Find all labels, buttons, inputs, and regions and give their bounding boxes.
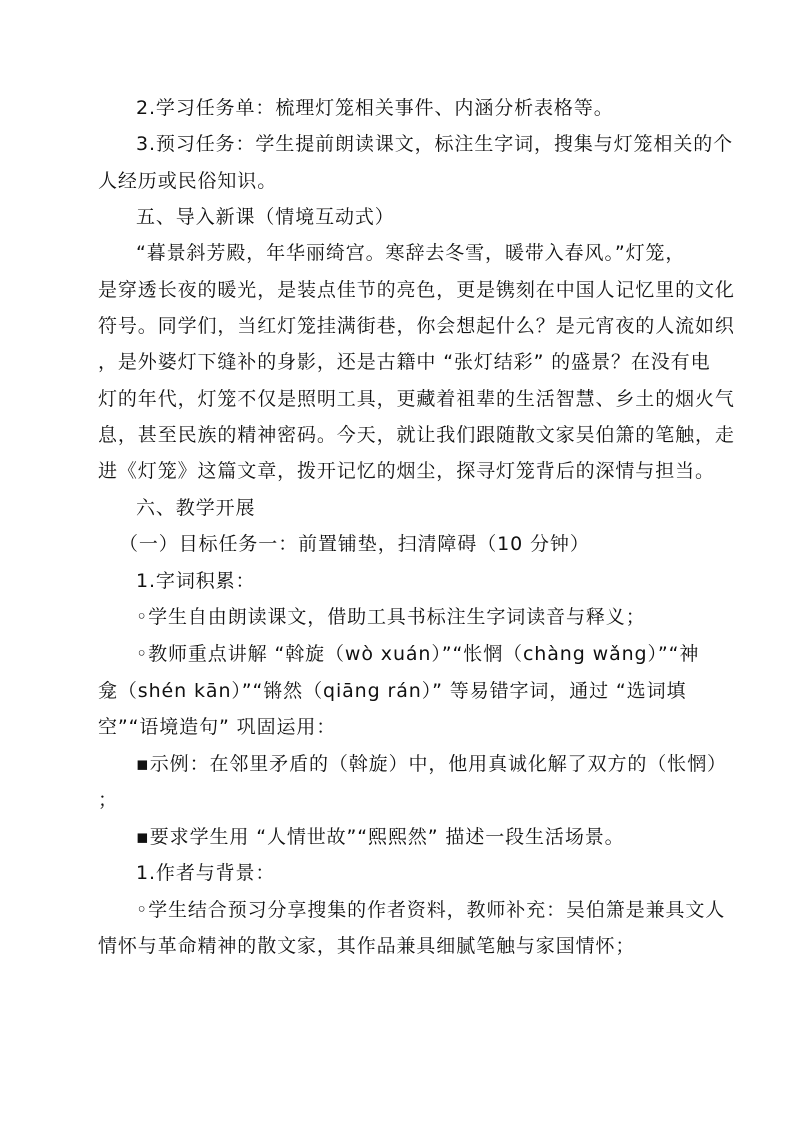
text-line: 是穿透长夜的暖光，是装点佳节的亮色，更是镌刻在中国人记忆里的文化 xyxy=(98,279,735,301)
text-line: 1.作者与背景： xyxy=(136,862,276,884)
text-line: 符号。同学们，当红灯笼挂满街巷，你会想起什么？是元宵夜的人流如织 xyxy=(98,315,735,337)
text-line: ▪要求学生用 “人情世故”“熙熙然” 描述一段生活场景。 xyxy=(136,826,625,848)
text-line: 息，甚至民族的精神密码。今天，就让我们跟随散文家吴伯箫的笔触，走 xyxy=(98,424,735,446)
section-heading: 五、导入新课（情境互动式） xyxy=(136,206,395,228)
text-line: 灯的年代，灯笼不仅是照明工具，更藏着祖辈的生活智慧、乡土的烟火气 xyxy=(98,388,735,410)
text-line: 情怀与革命精神的散文家，其作品兼具细腻笔触与家国情怀； xyxy=(98,935,636,957)
text-line: 龛（shén kān）”“锵然（qiāng rán）” 等易错字词，通过 “选词填 xyxy=(98,680,687,702)
section-heading: 六、教学开展 xyxy=(136,497,256,519)
text-line: ，是外婆灯下缝补的身影，还是古籍中 “张灯结彩” 的盛景？在没有电 xyxy=(98,351,711,373)
text-line: “暮景斜芳殿，年华丽绮宫。寒辞去冬雪，暖带入春风。”灯笼， xyxy=(136,242,686,264)
text-line: 人经历或民俗知识。 xyxy=(98,170,278,192)
text-line: ◦教师重点讲解 “斡旋（wò xuán）”“怅惘（chàng wǎng）”“神 xyxy=(136,643,700,665)
text-line: 1.字词积累： xyxy=(136,570,256,592)
text-line: 3.预习任务：学生提前朗读课文，标注生字词，搜集与灯笼相关的个 xyxy=(136,133,734,155)
text-line: 2.学习任务单：梳理灯笼相关事件、内涵分析表格等。 xyxy=(136,97,614,119)
text-line: 进《灯笼》这篇文章，拨开记忆的烟尘，探寻灯笼背后的深情与担当。 xyxy=(98,460,715,482)
text-line: 空”“语境造句” 巩固运用： xyxy=(98,716,337,738)
text-line: ◦学生自由朗读课文，借助工具书标注生字词读音与释义； xyxy=(136,606,646,628)
text-line: ▪示例：在邻里矛盾的（斡旋）中，他用真诚化解了双方的（怅惘） xyxy=(136,753,727,775)
text-line: ◦学生结合预习分享搜集的作者资料，教师补充：吴伯箫是兼具文人 xyxy=(136,899,726,921)
text-line: ； xyxy=(98,789,118,811)
subsection-heading: （一）目标任务一：前置铺垫，扫清障碍（10 分钟） xyxy=(119,533,590,555)
